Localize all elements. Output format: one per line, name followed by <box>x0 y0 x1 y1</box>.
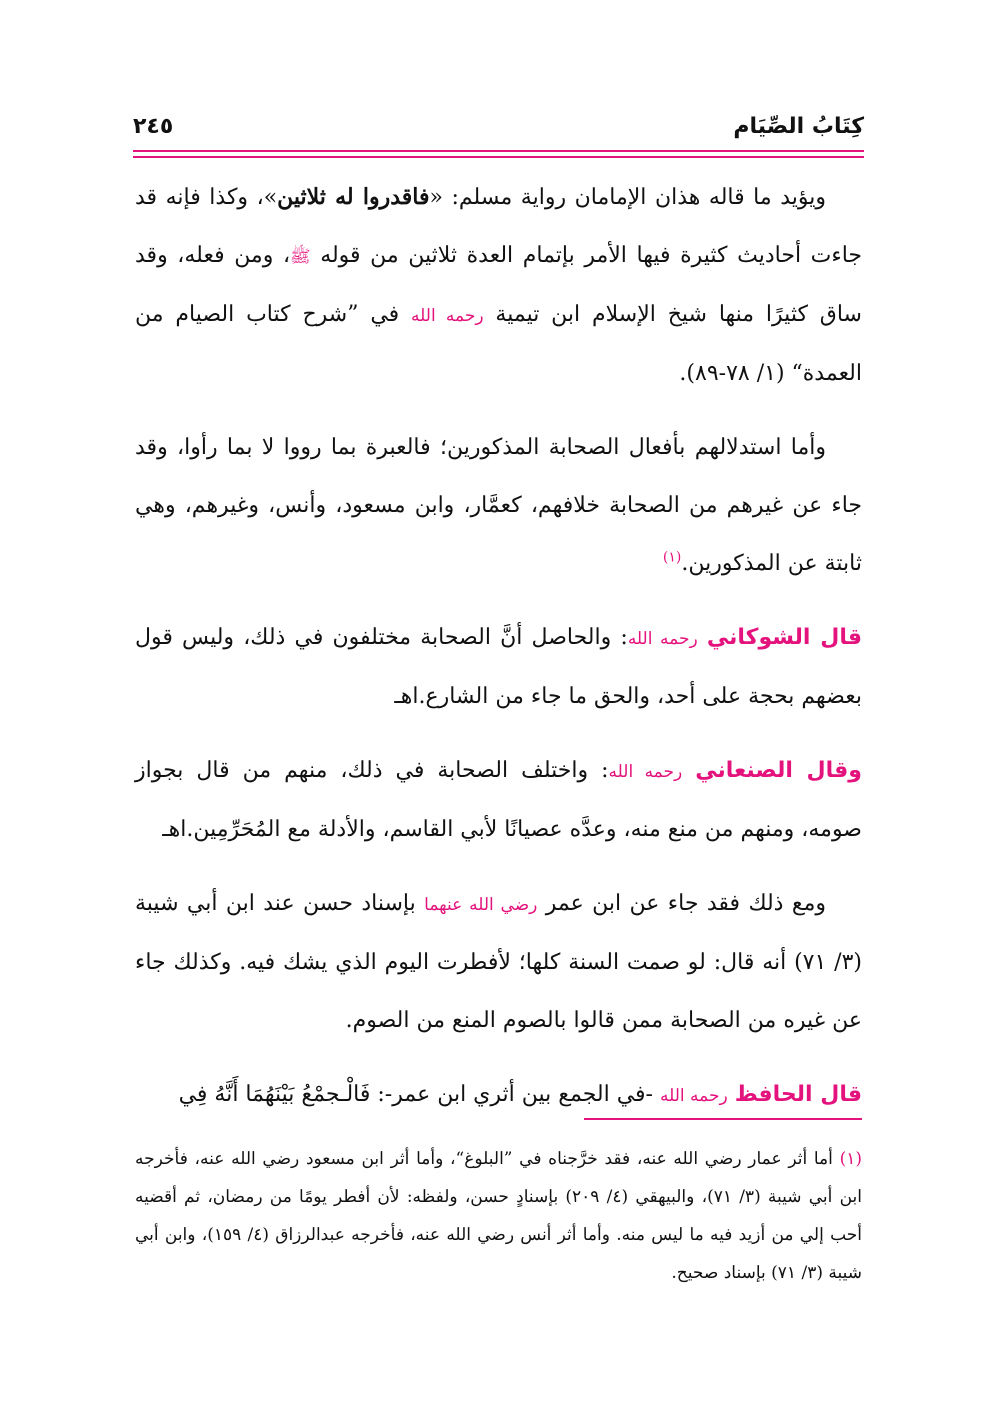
text-run: : واختلف الصحابة في ذلك، منهم من قال بجواز صومه، ومنهم من منع منه، وعدَّه عصيانًا لأبي القاسم، والأدلة مع المُحَرِّمِين.اهـ <box>135 758 862 842</box>
text-run: »، وكذا فإنه قد جاءت أحاديث كثيرة فيها الأمر بإتمام العدة ثلاثين من قوله <box>135 185 863 268</box>
text-run: ومع ذلك فقد جاء عن ابن عمر <box>537 891 826 916</box>
text-run: في ”شرح كتاب الصيام من العمدة“ (١/ ٧٨-٨٩). <box>135 302 862 386</box>
honorific-glyph: رحمه الله <box>627 629 698 649</box>
hadith-quote: فاقدروا له ثلاثين <box>277 184 430 210</box>
header-rule-top <box>133 150 864 152</box>
paragraph-1 <box>135 168 862 403</box>
text-run: -في الجمع بين أثري ابن عمر-: فَالْـجمْعُ بَيْنَهُمَا أَنَّهُ فِي <box>178 1082 660 1107</box>
running-header <box>133 112 864 146</box>
footnotes <box>135 1140 862 1292</box>
footnote-1 <box>135 1140 862 1292</box>
honorific-glyph: رضي الله عنهما <box>424 895 538 915</box>
speaker-label: قال الحافظ <box>734 1082 862 1107</box>
text-run: ، ومن فعله، وقد ساق كثيرًا منها شيخ الإسلام ابن تيمية <box>135 243 862 327</box>
footnote-separator <box>584 1118 862 1120</box>
text-run: ويؤيد ما قاله هذان الإمامان رواية مسلم: « <box>429 185 826 210</box>
paragraph-3 <box>135 609 862 726</box>
honorific-glyph: ﷺ <box>290 247 311 267</box>
paragraph-5 <box>135 875 862 1050</box>
paragraph-6 <box>135 1066 862 1125</box>
book-title: كِتَابُ الصِّيَام <box>733 114 864 139</box>
footnote-number: (١) <box>839 1149 862 1169</box>
honorific-glyph: رحمه الله <box>659 1086 728 1106</box>
speaker-label: قال الشوكاني <box>706 625 863 650</box>
speaker-label: وقال الصنعاني <box>695 758 862 783</box>
main-text <box>135 168 862 1141</box>
footnote-text: أما أثر عمار رضي الله عنه، فقد خرَّجناه في ”البلوغ“، وأما أثر ابن مسعود رضي الله عنه، فأخرجه ابن أبي شيبة (٣/ ٧١)، والبيهقي (٤/ ٢٠٩) بإسنادٍ حسن، ولفظه: لأن أفطر يومًا من رمضان، ثم أقضيه أحب إلي من أزيد فيه ما ليس منه. وأما أثر أنس رضي الله عنه، فأخرجه عبدالرزاق (٤/ ١٥٩)، وابن أبي شيبة (٣/ ٧١) بإسناد صحيح. <box>135 1149 862 1283</box>
text-run: : والحاصل أنَّ الصحابة مختلفون في ذلك، وليس قول بعضهم بحجة على أحد، والحق ما جاء من الشارع.اهـ <box>135 625 862 709</box>
paragraph-4 <box>135 742 862 859</box>
page-number: ٢٤٥ <box>133 114 174 139</box>
text-run: وأما استدلالهم بأفعال الصحابة المذكورين؛ فالعبرة بما رووا لا بما رأوا، وقد جاء عن غيرهم من الصحابة خلافهم، كعمَّار، وابن مسعود، وأنس، وغيرهم، وهي ثابتة عن المذكورين. <box>135 435 862 576</box>
honorific-glyph: رحمه الله <box>411 306 484 326</box>
footnote-ref[interactable]: (١) <box>662 549 682 566</box>
honorific-glyph: رحمه الله <box>608 762 683 782</box>
paragraph-2 <box>135 419 862 593</box>
text-run: بإسناد حسن عند ابن أبي شيبة (٣/ ٧١) أنه قال: لو صمت السنة كلها؛ لأفطرت اليوم الذي يشك فيه. وكذلك جاء عن غيره من الصحابة ممن قالوا بالصوم المنع من الصوم. <box>135 891 863 1033</box>
header-rule-bottom <box>133 156 864 158</box>
